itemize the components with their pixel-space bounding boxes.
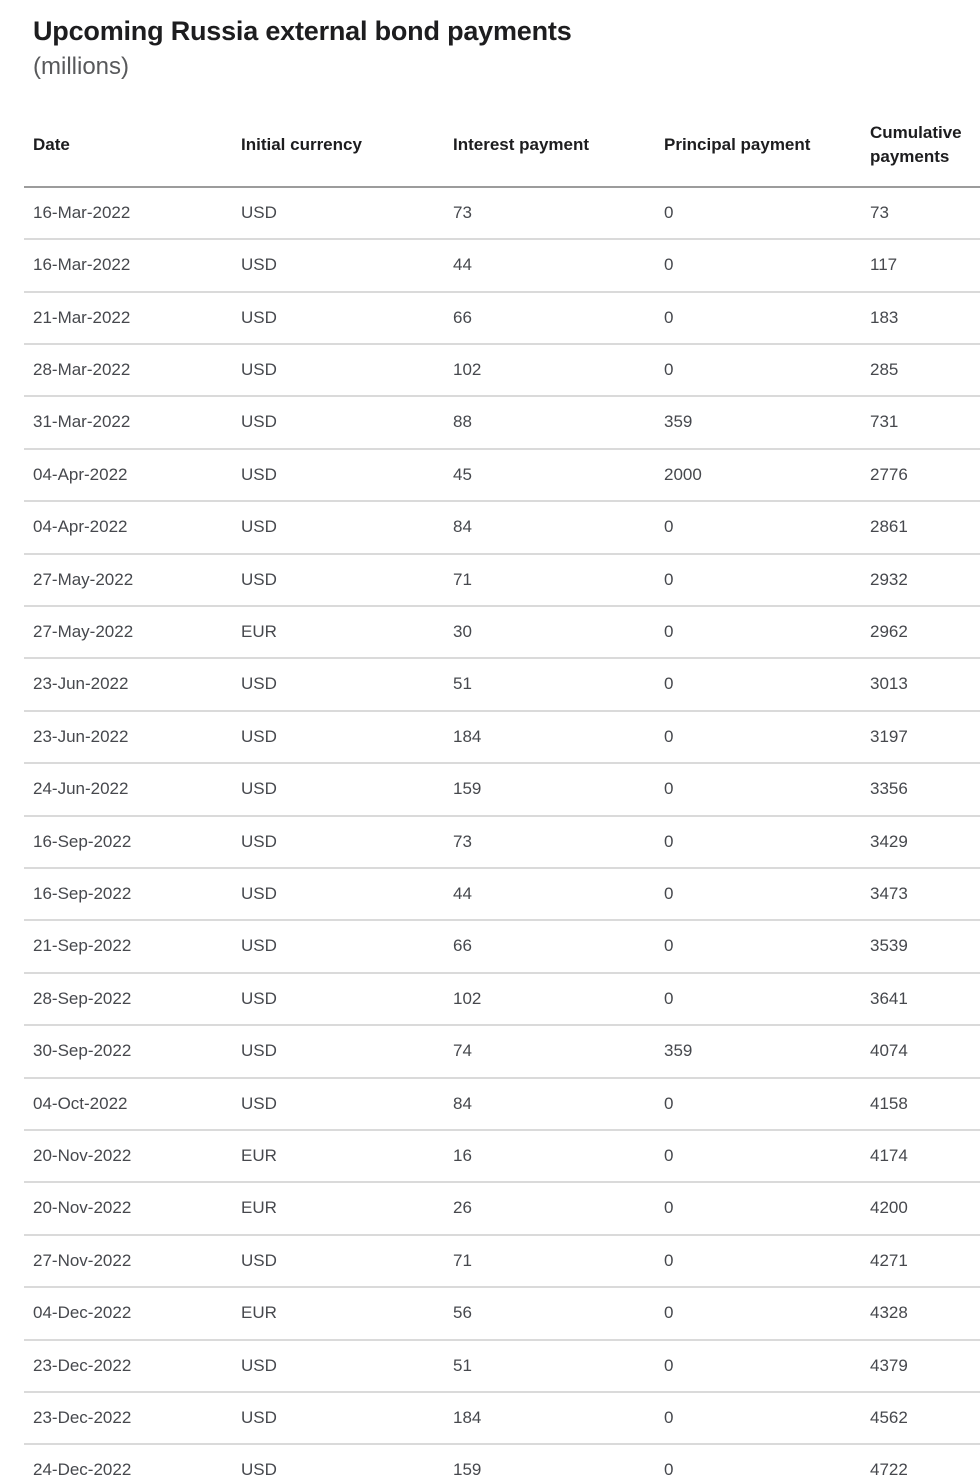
payments-table (24, 121, 980, 1484)
table-cell: 04-Dec-2022 (24, 1287, 232, 1339)
table-cell: 74 (444, 1025, 655, 1077)
table-row (24, 1340, 980, 1392)
table-cell: USD (232, 501, 444, 553)
table-row (24, 1392, 980, 1444)
table-cell: 0 (655, 1340, 861, 1392)
table-cell: 2932 (861, 554, 980, 606)
table-cell: USD (232, 973, 444, 1025)
table-row (24, 763, 980, 815)
table-cell: USD (232, 292, 444, 344)
table-cell: 0 (655, 973, 861, 1025)
table-cell: 0 (655, 816, 861, 868)
table-cell: EUR (232, 1130, 444, 1182)
table-cell: EUR (232, 606, 444, 658)
table-cell: 66 (444, 292, 655, 344)
table-cell: 0 (655, 1130, 861, 1182)
table-row (24, 711, 980, 763)
table-row (24, 658, 980, 710)
table-cell: 102 (444, 344, 655, 396)
table-row (24, 1287, 980, 1339)
table-cell: 23-Jun-2022 (24, 711, 232, 763)
table-cell: 102 (444, 973, 655, 1025)
table-cell: USD (232, 816, 444, 868)
table-cell: USD (232, 1235, 444, 1287)
table-cell: 4562 (861, 1392, 980, 1444)
table-cell: USD (232, 1078, 444, 1130)
table-cell: 21-Mar-2022 (24, 292, 232, 344)
table-cell: 4722 (861, 1444, 980, 1484)
table-cell: 30 (444, 606, 655, 658)
table-cell: USD (232, 1444, 444, 1484)
table-cell: 16-Sep-2022 (24, 868, 232, 920)
table-cell: 56 (444, 1287, 655, 1339)
table-cell: 44 (444, 868, 655, 920)
table-cell: USD (232, 239, 444, 291)
table-cell: 20-Nov-2022 (24, 1182, 232, 1234)
table-cell: 4328 (861, 1287, 980, 1339)
table-cell: 4174 (861, 1130, 980, 1182)
table-cell: USD (232, 449, 444, 501)
table-cell: EUR (232, 1287, 444, 1339)
table-cell: USD (232, 344, 444, 396)
table-cell: 184 (444, 1392, 655, 1444)
table-cell: USD (232, 1025, 444, 1077)
table-cell: 73 (444, 187, 655, 239)
table-cell: 0 (655, 501, 861, 553)
table-cell: 4074 (861, 1025, 980, 1077)
table-row (24, 187, 980, 239)
table-cell: 183 (861, 292, 980, 344)
table-row (24, 292, 980, 344)
table-cell: 0 (655, 868, 861, 920)
table-cell: 28-Mar-2022 (24, 344, 232, 396)
table-cell: 0 (655, 1392, 861, 1444)
table-cell: 16-Mar-2022 (24, 187, 232, 239)
table-cell: 28-Sep-2022 (24, 973, 232, 1025)
table-cell: USD (232, 1340, 444, 1392)
column-header-2: Initial currency (232, 121, 444, 187)
table-cell: 16 (444, 1130, 655, 1182)
table-cell: 24-Jun-2022 (24, 763, 232, 815)
table-cell: USD (232, 711, 444, 763)
table-cell: USD (232, 554, 444, 606)
table-cell: 20-Nov-2022 (24, 1130, 232, 1182)
table-cell: USD (232, 763, 444, 815)
table-cell: 0 (655, 1078, 861, 1130)
table-cell: 0 (655, 1235, 861, 1287)
table-cell: 44 (444, 239, 655, 291)
table-cell: 184 (444, 711, 655, 763)
table-row (24, 1078, 980, 1130)
table-row (24, 1444, 980, 1484)
table-cell: 16-Sep-2022 (24, 816, 232, 868)
table-cell: 0 (655, 658, 861, 710)
table-row (24, 1182, 980, 1234)
table-cell: USD (232, 920, 444, 972)
table-cell: 4271 (861, 1235, 980, 1287)
table-cell: 73 (444, 816, 655, 868)
table-cell: 3641 (861, 973, 980, 1025)
table-cell: 27-May-2022 (24, 606, 232, 658)
table-cell: 23-Dec-2022 (24, 1340, 232, 1392)
table-cell: 0 (655, 606, 861, 658)
page-subtitle: (millions) (33, 53, 129, 81)
table-row (24, 554, 980, 606)
column-header-5: Cumulative payments (861, 121, 980, 187)
table-cell: USD (232, 1392, 444, 1444)
table-cell: 3197 (861, 711, 980, 763)
table-cell: 23-Jun-2022 (24, 658, 232, 710)
table-cell: 0 (655, 239, 861, 291)
table-cell: 0 (655, 1287, 861, 1339)
table-cell: 73 (861, 187, 980, 239)
table-cell: USD (232, 868, 444, 920)
table-cell: 23-Dec-2022 (24, 1392, 232, 1444)
table-cell: 0 (655, 554, 861, 606)
table-cell: 4379 (861, 1340, 980, 1392)
table-cell: USD (232, 187, 444, 239)
table-cell: 84 (444, 501, 655, 553)
table-cell: 66 (444, 920, 655, 972)
header-row (24, 121, 980, 187)
table-cell: USD (232, 658, 444, 710)
table-cell: 2000 (655, 449, 861, 501)
table-cell: 4158 (861, 1078, 980, 1130)
page-title: Upcoming Russia external bond payments (33, 16, 572, 46)
table-cell: 51 (444, 658, 655, 710)
table-cell: 26 (444, 1182, 655, 1234)
table-cell: 359 (655, 1025, 861, 1077)
table-cell: 159 (444, 1444, 655, 1484)
table-cell: 2776 (861, 449, 980, 501)
table-row (24, 501, 980, 553)
table-cell: 71 (444, 1235, 655, 1287)
table-row (24, 816, 980, 868)
table-row (24, 868, 980, 920)
table-cell: 117 (861, 239, 980, 291)
table-cell: 0 (655, 292, 861, 344)
table-row (24, 344, 980, 396)
table-cell: 51 (444, 1340, 655, 1392)
table-cell: 3539 (861, 920, 980, 972)
table-cell: 2962 (861, 606, 980, 658)
table-cell: 359 (655, 396, 861, 448)
table-cell: 3473 (861, 868, 980, 920)
table-cell: 27-May-2022 (24, 554, 232, 606)
table-cell: 0 (655, 711, 861, 763)
table-cell: 88 (444, 396, 655, 448)
table-cell: 45 (444, 449, 655, 501)
table-row (24, 1025, 980, 1077)
column-header-4: Principal payment (655, 121, 861, 187)
table-cell: 3429 (861, 816, 980, 868)
table-row (24, 606, 980, 658)
table-cell: 4200 (861, 1182, 980, 1234)
table-cell: 30-Sep-2022 (24, 1025, 232, 1077)
table-cell: USD (232, 396, 444, 448)
table-cell: 71 (444, 554, 655, 606)
table-header (24, 121, 980, 187)
table-cell: 3356 (861, 763, 980, 815)
table-cell: 04-Oct-2022 (24, 1078, 232, 1130)
table-cell: 285 (861, 344, 980, 396)
table-cell: 159 (444, 763, 655, 815)
table-cell: 0 (655, 1444, 861, 1484)
table-row (24, 449, 980, 501)
table-cell: 0 (655, 1182, 861, 1234)
table-cell: 21-Sep-2022 (24, 920, 232, 972)
table-cell: 3013 (861, 658, 980, 710)
table-cell: 0 (655, 344, 861, 396)
table-cell: 731 (861, 396, 980, 448)
table-row (24, 396, 980, 448)
column-header-3: Interest payment (444, 121, 655, 187)
table-cell: 27-Nov-2022 (24, 1235, 232, 1287)
table-cell: 04-Apr-2022 (24, 501, 232, 553)
table-cell: 24-Dec-2022 (24, 1444, 232, 1484)
table-cell: EUR (232, 1182, 444, 1234)
column-header-1: Date (24, 121, 232, 187)
table-row (24, 239, 980, 291)
table-row (24, 920, 980, 972)
table-cell: 04-Apr-2022 (24, 449, 232, 501)
table-cell: 0 (655, 920, 861, 972)
table-cell: 16-Mar-2022 (24, 239, 232, 291)
table-row (24, 1235, 980, 1287)
table-cell: 0 (655, 763, 861, 815)
table-cell: 31-Mar-2022 (24, 396, 232, 448)
table-body (24, 187, 980, 1484)
table-cell: 0 (655, 187, 861, 239)
table-row (24, 973, 980, 1025)
table-row (24, 1130, 980, 1182)
table-cell: 84 (444, 1078, 655, 1130)
table-cell: 2861 (861, 501, 980, 553)
